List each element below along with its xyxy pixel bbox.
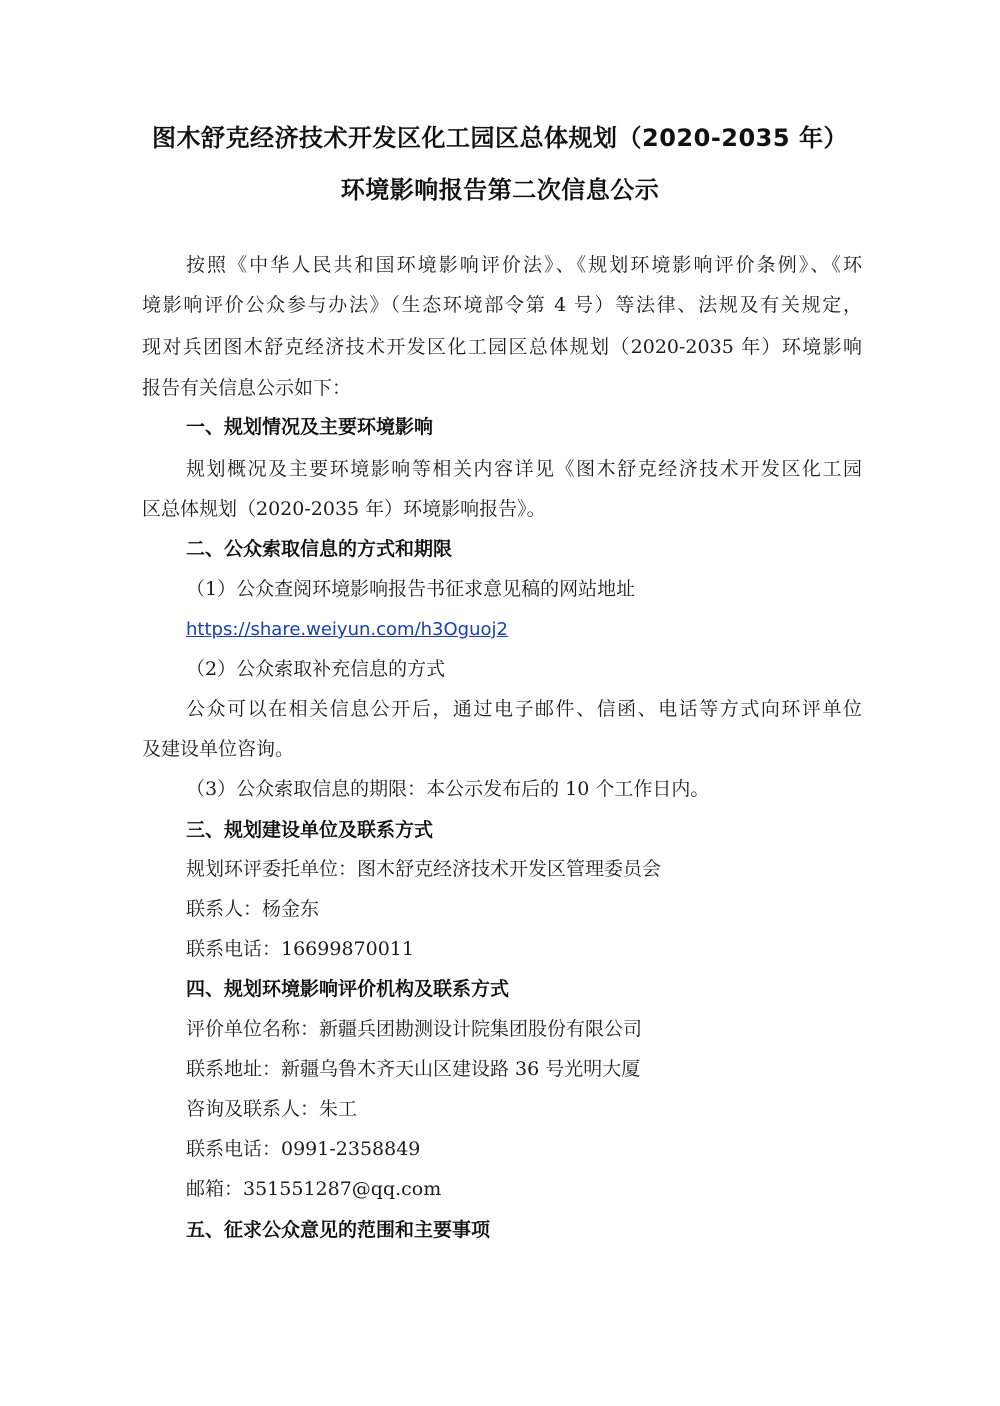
section-2-item-2: （2）公众索取补充信息的方式 bbox=[186, 658, 446, 680]
intro-line-4: 报告有关信息公示如下： bbox=[142, 377, 352, 399]
section-2-url-line bbox=[186, 617, 862, 642]
intro-line-3: 现对兵团图木舒克经济技术开发区化工园区总体规划（2020-2035 年）环境影响 bbox=[142, 336, 862, 358]
section-4-address: 联系地址：新疆乌鲁木齐天山区建设路 36 号光明大厦 bbox=[186, 1058, 641, 1080]
section-1-line-1: 规划概况及主要环境影响等相关内容详见《图木舒克经济技术开发区化工园 bbox=[186, 458, 862, 480]
document-title: 图木舒克经济技术开发区化工园区总体规划（2020-2035 年） bbox=[152, 124, 848, 152]
section-2-item-3: （3）公众索取信息的期限：本公示发布后的 10 个工作日内。 bbox=[186, 778, 710, 800]
section-4-contact: 咨询及联系人：朱工 bbox=[186, 1098, 358, 1120]
section-3-contact: 联系人：杨金东 bbox=[186, 898, 320, 920]
section-3-client: 规划环评委托单位：图木舒克经济技术开发区管理委员会 bbox=[186, 858, 662, 880]
section-2-item-2-line-1: 公众可以在相关信息公开后，通过电子邮件、信函、电话等方式向环评单位 bbox=[186, 698, 862, 720]
section-4-org: 评价单位名称：新疆兵团勘测设计院集团股份有限公司 bbox=[186, 1018, 643, 1040]
section-2-item-2-line-2: 及建设单位咨询。 bbox=[142, 738, 295, 760]
section-2-item-1: （1）公众查阅环境影响报告书征求意见稿的网站地址 bbox=[186, 578, 636, 600]
intro-line-2: 境影响评价公众参与办法》（生态环境部令第 4 号）等法律、法规及有关规定， bbox=[142, 294, 862, 316]
section-1-line-2: 区总体规划（2020-2035 年）环境影响报告》。 bbox=[142, 498, 546, 520]
section-4-email: 邮箱：351551287@qq.com bbox=[186, 1178, 442, 1200]
section-2-heading: 二、公众索取信息的方式和期限 bbox=[186, 538, 453, 560]
section-5-heading: 五、征求公众意见的范围和主要事项 bbox=[186, 1219, 491, 1241]
section-3-phone: 联系电话：16699870011 bbox=[186, 938, 414, 960]
weiyun-share-link[interactable]: https://share.weiyun.com/h3Oguoj2 bbox=[186, 619, 508, 640]
section-1-heading: 一、规划情况及主要环境影响 bbox=[186, 416, 434, 438]
section-4-phone: 联系电话：0991-2358849 bbox=[186, 1138, 421, 1160]
intro-line-1: 按照《中华人民共和国环境影响评价法》、《规划环境影响评价条例》、《环 bbox=[186, 254, 862, 276]
section-3-heading: 三、规划建设单位及联系方式 bbox=[186, 819, 434, 841]
section-4-heading: 四、规划环境影响评价机构及联系方式 bbox=[186, 978, 510, 1000]
document-subtitle: 环境影响报告第二次信息公示 bbox=[340, 176, 660, 204]
